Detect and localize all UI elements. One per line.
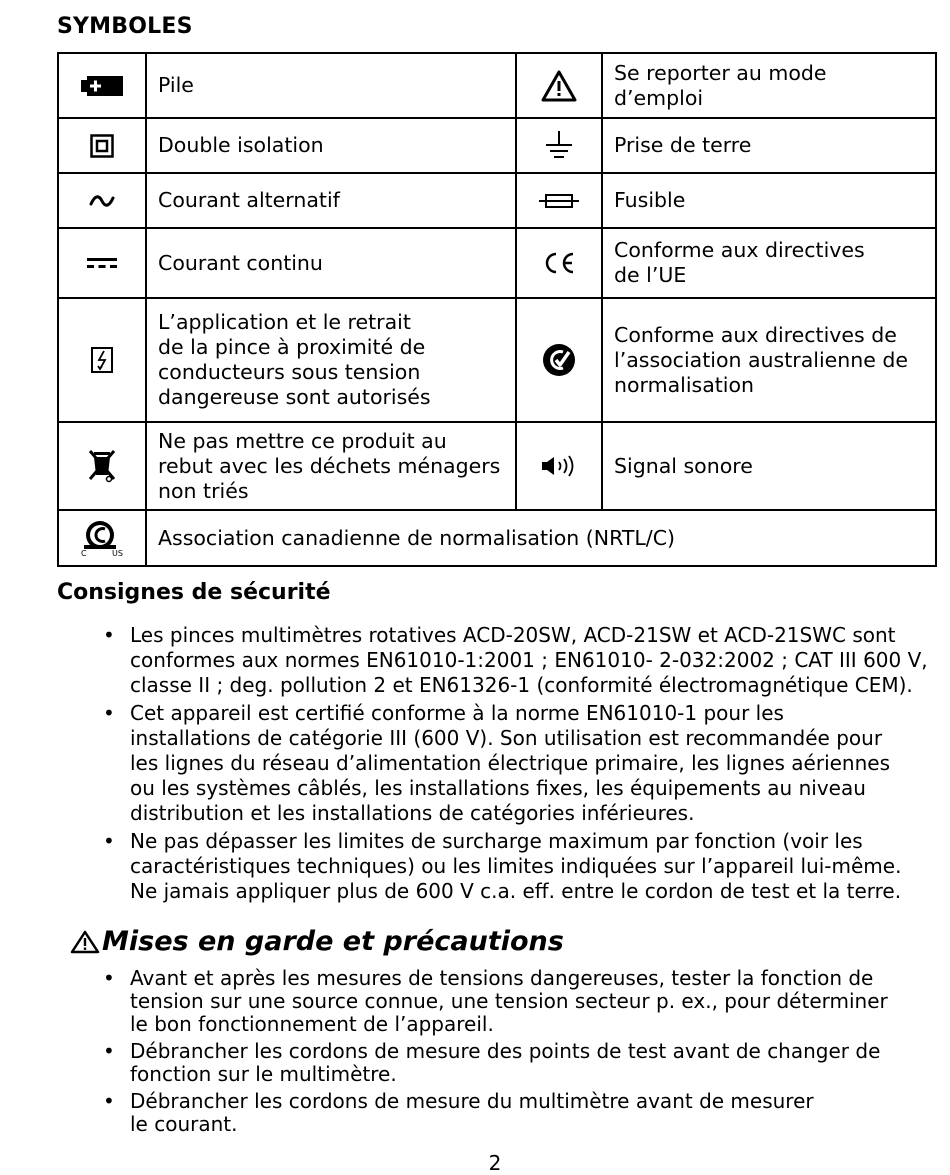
symbol-description: Courant alternatif <box>146 173 516 228</box>
safety-list <box>100 623 940 907</box>
symbol-description: Conforme aux directives de l’UE <box>602 228 936 298</box>
warnings-heading <box>70 926 564 957</box>
ce-mark-icon <box>542 252 576 274</box>
list-item: • Débrancher les cordons de mesure des points de test avant de changer de fonction sur le multimètre. <box>100 1040 940 1086</box>
warning-triangle-icon <box>541 70 577 102</box>
list-item: • Avant et après les mesures de tensions dangereuses, tester la fonction de tension sur une source connue, une tension secteur p. ex., pour déterminer le bon fonctionnement de l’appareil. <box>100 967 940 1036</box>
battery-icon <box>81 76 123 96</box>
symbol-description: Se reporter au mode d’emploi <box>602 53 936 118</box>
list-item: • Débrancher les cordons de mesure du multimètre avant de mesurer le courant. <box>100 1090 940 1136</box>
svg-text:C: C <box>81 549 87 558</box>
symbols-table <box>57 52 937 567</box>
warning-triangle-icon <box>70 930 100 954</box>
dc-current-icon <box>87 256 117 270</box>
symbol-description: Double isolation <box>146 118 516 173</box>
fuse-icon <box>539 193 579 209</box>
list-item: • Cet appareil est certifié conforme à la norme EN61010-1 pour les installations de catégorie III (600 V). Son utilisation est recommandée pour les lignes du réseau d’alimentation électrique primaire, les lignes aériennes ou les systèmes câblés, les installations fixes, les équipements au niveau distribution et les installations de catégories inférieures. <box>100 701 940 826</box>
symbol-description: Fusible <box>602 173 936 228</box>
table-row <box>58 510 936 566</box>
page-number: 2 <box>488 1151 502 1175</box>
csa-mark-icon <box>80 518 124 558</box>
table-row <box>58 53 936 118</box>
ground-icon <box>545 131 573 161</box>
list-item: • Ne pas dépasser les limites de surcharge maximum par fonction (voir les caractéristiques techniques) ou les limites indiquées sur l’appareil lui-même. Ne jamais appliquer plus de 600 V c.a. eff. entre le cordon de test et la terre. <box>100 829 940 904</box>
hazardous-live-icon <box>91 347 113 373</box>
symbol-description: Prise de terre <box>602 118 936 173</box>
symbol-description: Conforme aux directives de l’association australienne de normalisation <box>602 298 936 422</box>
symbol-description: Ne pas mettre ce produit au rebut avec les déchets ménagers non triés <box>146 422 516 510</box>
table-row <box>58 118 936 173</box>
safety-heading: Consignes de sécurité <box>57 580 331 605</box>
symbol-description: Courant continu <box>146 228 516 298</box>
list-item: • Les pinces multimètres rotatives ACD-20SW, ACD-21SW et ACD-21SWC sont conformes aux normes EN61010-1:2001 ; EN61010- 2-032:2002 ; CAT III 600 V, classe II ; deg. pollution 2 et EN61326-1 (conformité électromagnétique CEM). <box>100 623 940 698</box>
double-insulation-icon <box>90 134 114 158</box>
c-tick-icon <box>542 343 576 377</box>
table-row <box>58 298 936 422</box>
ac-current-icon <box>89 194 115 208</box>
symbols-heading: SYMBOLES <box>57 14 193 39</box>
table-row <box>58 228 936 298</box>
beeper-icon <box>540 455 578 477</box>
symbol-description: Signal sonore <box>602 422 936 510</box>
svg-text:US: US <box>112 549 123 558</box>
symbol-description: L’application et le retrait de la pince à proximité de conducteurs sous tension dangereuse sont autorisés <box>146 298 516 422</box>
warnings-heading-text: Mises en garde et précautions <box>102 926 564 957</box>
table-row <box>58 173 936 228</box>
table-row <box>58 422 936 510</box>
weee-bin-icon <box>89 449 115 483</box>
symbol-description: Association canadienne de normalisation (NRTL/C) <box>146 510 936 566</box>
warnings-list <box>100 967 940 1140</box>
symbol-description: Pile <box>146 53 516 118</box>
